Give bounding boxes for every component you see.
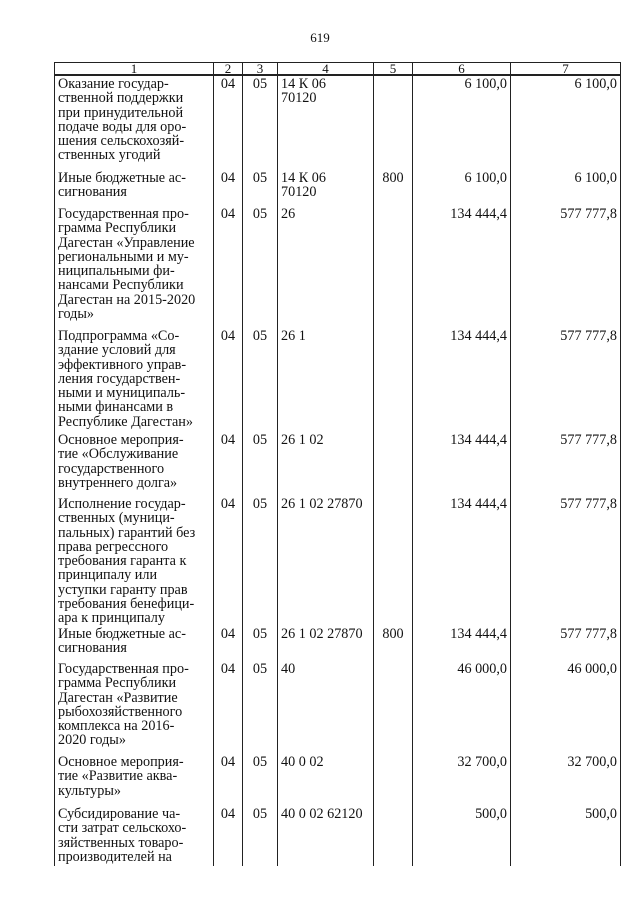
cell-text-line: Исполнение государ-: [58, 496, 186, 512]
subsection-code-cell: 05: [243, 328, 278, 432]
subsection-code-cell: 05: [243, 661, 278, 754]
cell-text-line: 2020 годы»: [58, 732, 126, 749]
table-row: [55, 754, 621, 806]
section-code-cell: 04: [214, 626, 243, 661]
expense-type-cell: [374, 661, 413, 754]
cell-text-line: 70120: [281, 90, 317, 107]
amount-2019-cell: 46 000,0: [413, 661, 511, 754]
table-header-row: [55, 63, 621, 76]
row-name-cell: [55, 661, 214, 754]
cell-text-line: 40 0 02 62120: [281, 806, 363, 822]
amount-2020-cell: 577 777,8: [511, 328, 621, 432]
target-article-cell: [278, 806, 374, 866]
row-name-cell: [55, 206, 214, 328]
cell-text-line: 26 1 02 27870: [281, 626, 363, 642]
section-code-cell: 04: [214, 328, 243, 432]
amount-2019-cell: 134 444,4: [413, 206, 511, 328]
cell-text-line: Оказание государ-: [58, 76, 169, 92]
cell-text-line: ара к принципалу: [58, 610, 165, 627]
amount-2020-cell: 577 777,8: [511, 206, 621, 328]
cell-text-line: Республике Дагестан»: [58, 413, 193, 430]
cell-text-line: 26 1 02 27870: [281, 496, 363, 512]
section-code-cell: 04: [214, 806, 243, 866]
expense-type-cell: [374, 496, 413, 626]
column-header: 5: [374, 63, 413, 76]
row-name-cell: [55, 496, 214, 626]
column-header: 7: [511, 63, 621, 76]
cell-text-line: комплекса на 2016-: [58, 718, 175, 735]
cell-text-line: 70120: [281, 184, 317, 201]
cell-text-line: Дагестан на 2015-2020: [58, 291, 196, 308]
cell-text-line: шения сельскохозяй-: [58, 133, 185, 150]
table-row: [55, 432, 621, 496]
section-code-cell: 04: [214, 754, 243, 806]
cell-text-line: принципалу или: [58, 567, 158, 584]
subsection-code-cell: 05: [243, 626, 278, 661]
table-row: [55, 75, 621, 170]
expense-type-cell: 800: [374, 170, 413, 206]
expense-type-cell: [374, 806, 413, 866]
row-name-cell: [55, 806, 214, 866]
section-code-cell: 04: [214, 661, 243, 754]
row-name-cell: [55, 626, 214, 661]
column-header: 4: [278, 63, 374, 76]
cell-text-line: 14 К 06: [281, 170, 326, 186]
row-name-cell: [55, 170, 214, 206]
target-article-cell: [278, 626, 374, 661]
row-name-cell: [55, 328, 214, 432]
cell-text-line: при принудительной: [58, 104, 184, 121]
cell-text-line: права регрессного: [58, 538, 169, 555]
amount-2020-cell: 577 777,8: [511, 626, 621, 661]
cell-text-line: Государственная про-: [58, 206, 189, 222]
amount-2019-cell: 134 444,4: [413, 432, 511, 496]
table-row: [55, 626, 621, 661]
amount-2020-cell: 577 777,8: [511, 432, 621, 496]
table-row: [55, 170, 621, 206]
row-name-cell: [55, 754, 214, 806]
cell-text-line: уступки гаранту прав: [58, 581, 188, 598]
amount-2020-cell: 500,0: [511, 806, 621, 866]
cell-text-line: Основное мероприя-: [58, 754, 184, 770]
cell-text-line: зяйственных товаро-: [58, 834, 184, 851]
cell-text-line: эффективного управ-: [58, 356, 187, 373]
cell-text-line: ниципальными фи-: [58, 263, 175, 280]
amount-2020-cell: 46 000,0: [511, 661, 621, 754]
amount-2019-cell: 32 700,0: [413, 754, 511, 806]
cell-text-line: 40 0 02: [281, 754, 324, 770]
cell-text-line: Подпрограмма «Со-: [58, 328, 180, 344]
section-code-cell: 04: [214, 432, 243, 496]
cell-text-line: ственной поддержки: [58, 90, 184, 107]
expense-type-cell: 800: [374, 626, 413, 661]
amount-2019-cell: 500,0: [413, 806, 511, 866]
cell-text-line: внутреннего долга»: [58, 474, 178, 491]
amount-2019-cell: 6 100,0: [413, 170, 511, 206]
cell-text-line: ными финансами в: [58, 399, 174, 416]
target-article-cell: [278, 661, 374, 754]
cell-text-line: Основное мероприя-: [58, 432, 184, 448]
cell-text-line: производителей на: [58, 848, 172, 865]
amount-2020-cell: 577 777,8: [511, 496, 621, 626]
cell-text-line: нансами Республики: [58, 277, 184, 294]
cell-text-line: культуры»: [58, 782, 121, 799]
cell-text-line: ственных (муници-: [58, 510, 175, 527]
column-header: 6: [413, 63, 511, 76]
amount-2020-cell: 32 700,0: [511, 754, 621, 806]
cell-text-line: Иные бюджетные ас-: [58, 626, 186, 642]
cell-text-line: здание условий для: [58, 342, 176, 359]
section-code-cell: 04: [214, 496, 243, 626]
cell-text-line: государственного: [58, 460, 165, 477]
amount-2020-cell: 6 100,0: [511, 75, 621, 170]
cell-text-line: Дагестан «Управление: [58, 234, 195, 251]
cell-text-line: требования бенефици-: [58, 596, 195, 613]
cell-text-line: годы»: [58, 306, 94, 323]
budget-table: [54, 62, 621, 866]
cell-text-line: 26 1 02: [281, 432, 324, 448]
amount-2019-cell: 6 100,0: [413, 75, 511, 170]
cell-text-line: Дагестан «Развитие: [58, 689, 178, 706]
target-article-cell: [278, 328, 374, 432]
amount-2019-cell: 134 444,4: [413, 328, 511, 432]
target-article-cell: [278, 754, 374, 806]
cell-text-line: 26: [281, 206, 296, 222]
expense-type-cell: [374, 328, 413, 432]
subsection-code-cell: 05: [243, 754, 278, 806]
cell-text-line: ственных угодий: [58, 147, 161, 164]
section-code-cell: 04: [214, 75, 243, 170]
cell-text-line: грамма Республики: [58, 675, 177, 692]
cell-text-line: грамма Республики: [58, 220, 177, 237]
expense-type-cell: [374, 432, 413, 496]
row-name-cell: [55, 75, 214, 170]
row-name-cell: [55, 432, 214, 496]
cell-text-line: рыбохозяйственного: [58, 703, 183, 720]
cell-text-line: Субсидирование ча-: [58, 806, 181, 822]
cell-text-line: 40: [281, 661, 296, 677]
subsection-code-cell: 05: [243, 170, 278, 206]
amount-2019-cell: 134 444,4: [413, 496, 511, 626]
section-code-cell: 04: [214, 206, 243, 328]
subsection-code-cell: 05: [243, 432, 278, 496]
table-row: [55, 496, 621, 626]
cell-text-line: тие «Обслуживание: [58, 446, 179, 463]
column-header: 3: [243, 63, 278, 76]
cell-text-line: тие «Развитие аква-: [58, 768, 178, 785]
amount-2019-cell: 134 444,4: [413, 626, 511, 661]
target-article-cell: [278, 496, 374, 626]
cell-text-line: подаче воды для оро-: [58, 118, 187, 135]
cell-text-line: сти затрат сельскохо-: [58, 820, 187, 837]
expense-type-cell: [374, 754, 413, 806]
subsection-code-cell: 05: [243, 496, 278, 626]
cell-text-line: ления государствен-: [58, 370, 181, 387]
cell-text-line: Государственная про-: [58, 661, 189, 677]
cell-text-line: сигнования: [58, 640, 127, 657]
cell-text-line: требования гаранта к: [58, 553, 187, 570]
target-article-cell: [278, 432, 374, 496]
expense-type-cell: [374, 206, 413, 328]
table-row: [55, 806, 621, 866]
column-header: 2: [214, 63, 243, 76]
amount-2020-cell: 6 100,0: [511, 170, 621, 206]
subsection-code-cell: 05: [243, 206, 278, 328]
cell-text-line: 26 1: [281, 328, 306, 344]
section-code-cell: 04: [214, 170, 243, 206]
target-article-cell: [278, 170, 374, 206]
page-number: 619: [310, 30, 330, 45]
table-row: [55, 661, 621, 754]
cell-text-line: сигнования: [58, 184, 127, 201]
target-article-cell: [278, 75, 374, 170]
table-row: [55, 206, 621, 328]
cell-text-line: ными и муниципаль-: [58, 385, 186, 402]
expense-type-cell: [374, 75, 413, 170]
cell-text-line: 14 К 06: [281, 76, 326, 92]
column-header: 1: [55, 63, 214, 76]
cell-text-line: Иные бюджетные ас-: [58, 170, 186, 186]
target-article-cell: [278, 206, 374, 328]
cell-text-line: региональными и му-: [58, 248, 189, 265]
table-row: [55, 328, 621, 432]
subsection-code-cell: 05: [243, 806, 278, 866]
subsection-code-cell: 05: [243, 75, 278, 170]
cell-text-line: пальных) гарантий без: [58, 524, 196, 541]
